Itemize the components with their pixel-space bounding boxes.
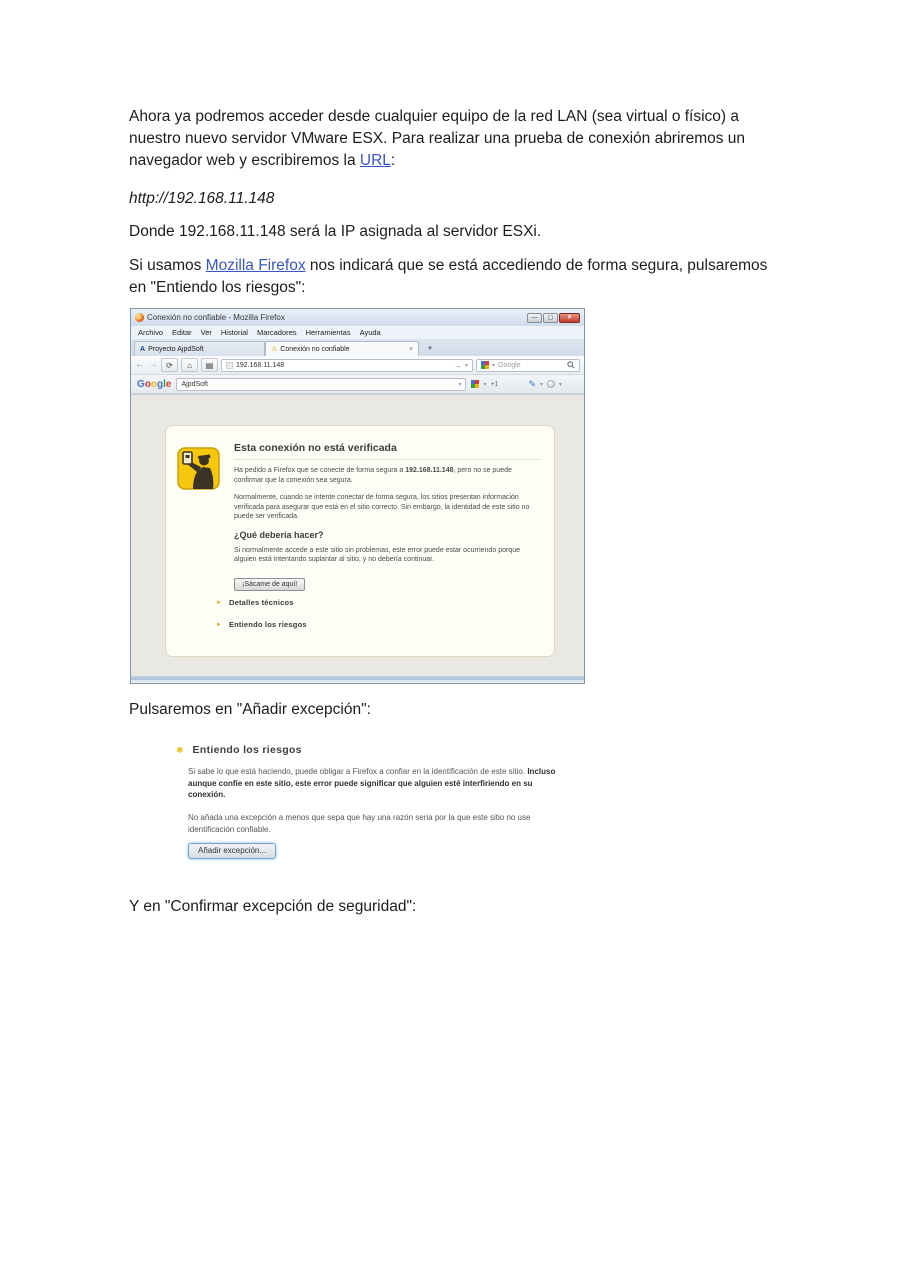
autofill-pen-icon[interactable]: ✎ xyxy=(528,378,536,389)
google-toolbar-search-value: AjpdSoft xyxy=(181,380,208,388)
menu-ver[interactable]: Ver xyxy=(200,328,212,337)
paragraph-intro-text: Ahora ya podremos acceder desde cualquier equipo de la red LAN (sea virtual o físico) a nuestro nuevo servidor VMware ESX. Para realizar una prueba de conexión abriremos un navegador web y escribiremos la xyxy=(129,108,746,169)
exception-p1-bold: Incluso aunque confíe en este sitio, este error puede significar que alguien esté interfiriendo en su conexión. xyxy=(188,767,556,799)
paragraph-intro-colon: : xyxy=(390,152,396,169)
more-dropdown-icon[interactable]: ▾ xyxy=(559,381,563,388)
exception-section-screenshot xyxy=(176,741,570,869)
expanded-marker-icon: ✱ xyxy=(176,744,184,755)
bookmarks-icon[interactable]: ▤ xyxy=(201,358,218,372)
paragraph-intro xyxy=(129,106,781,172)
tab-bar xyxy=(131,339,584,356)
go-arrow-icon[interactable]: → xyxy=(453,360,462,370)
technical-details-expander[interactable] xyxy=(216,598,294,607)
google-toolbar xyxy=(131,375,584,394)
address-url: 192.168.11.148 xyxy=(236,361,285,369)
g-dropdown-icon[interactable]: ▾ xyxy=(483,381,487,388)
menu-editar[interactable]: Editar xyxy=(172,328,192,337)
window-controls xyxy=(527,313,580,323)
reload-icon[interactable]: ⟳ xyxy=(161,358,178,372)
security-policeman-icon xyxy=(177,447,220,490)
titlebar[interactable] xyxy=(131,309,584,326)
p1-after: , pero no se puede confirmar que la conexión sea segura. xyxy=(234,467,512,484)
back-icon[interactable]: ← xyxy=(135,359,145,370)
understand-risks-label: Entiendo los riesgos xyxy=(228,620,307,629)
google-toolbar-search[interactable] xyxy=(176,378,466,391)
understand-risks-expanded[interactable] xyxy=(176,744,302,756)
warning-heading: Esta conexión no está verificada xyxy=(234,442,540,460)
window-title: Conexión no confiable - Mozilla Firefox xyxy=(147,313,285,322)
mozilla-firefox-link[interactable]: Mozilla Firefox xyxy=(205,257,306,274)
p1-ip-bold: 192.168.11.148 xyxy=(405,467,454,474)
warning-text-column xyxy=(234,442,540,591)
menu-bar xyxy=(131,326,584,339)
firefox-icon xyxy=(135,313,144,322)
warning-favicon-icon: ⚠ xyxy=(271,345,278,353)
new-tab-button[interactable]: + xyxy=(427,343,433,353)
warning-paragraph-1 xyxy=(234,466,540,485)
menu-ayuda[interactable]: Ayuda xyxy=(359,328,381,337)
toolbar-search-dropdown-icon[interactable]: ▾ xyxy=(458,381,462,388)
forward-icon[interactable]: → xyxy=(148,359,158,370)
exception-paragraph-1 xyxy=(188,766,570,801)
untrusted-connection-panel xyxy=(165,425,555,657)
signin-sphere-icon[interactable] xyxy=(547,380,555,388)
understand-risks-heading: Entiendo los riesgos xyxy=(192,744,302,756)
paragraph-firefox xyxy=(129,255,781,299)
paragraph-add-exception: Pulsaremos en "Añadir excepción": xyxy=(129,701,371,718)
tab-conexion-no-confiable[interactable] xyxy=(265,341,419,356)
search-placeholder: Google xyxy=(498,361,521,369)
paragraph-firefox-before: Si usamos xyxy=(129,257,206,274)
tab-label: Conexión no confiable xyxy=(280,345,350,353)
ajpdsoft-favicon: A xyxy=(140,345,146,353)
address-dropdown-icon[interactable]: ▾ xyxy=(464,362,468,369)
google-g-icon[interactable] xyxy=(471,380,479,388)
close-button[interactable]: × xyxy=(559,313,580,323)
url-line: http://192.168.11.148 xyxy=(129,190,275,207)
search-magnifier-icon[interactable] xyxy=(567,361,575,369)
pen-dropdown-icon[interactable]: ▾ xyxy=(540,381,544,388)
url-link[interactable]: URL xyxy=(359,152,391,169)
google-logo: Google xyxy=(137,378,172,390)
search-bar[interactable] xyxy=(476,359,580,372)
expander-arrow-icon: ► xyxy=(216,599,222,606)
engine-dropdown-icon[interactable]: ▾ xyxy=(492,362,496,369)
menu-historial[interactable]: Historial xyxy=(220,328,248,337)
navigation-toolbar xyxy=(131,356,584,375)
exception-paragraph-2: No añada una excepción a menos que sepa que hay una razón seria por la que este sitio no use identificación confiable. xyxy=(188,813,531,834)
technical-details-label: Detalles técnicos xyxy=(228,598,294,607)
expander-arrow-icon: ► xyxy=(216,621,222,628)
understand-risks-expander[interactable] xyxy=(216,620,307,629)
menu-herramientas[interactable]: Herramientas xyxy=(305,328,351,337)
google-engine-icon xyxy=(481,361,489,369)
site-favicon-placeholder xyxy=(226,362,233,369)
warning-paragraph-2: Normalmente, cuando se intente conectar de forma segura, los sitios presentan información verificada para asegurar que está en el sitio correcto. Sin embargo, la identidad de este sitio no puede ser verificada. xyxy=(234,494,530,520)
tab-close-icon[interactable]: × xyxy=(408,345,413,353)
warning-paragraph-3: Si normalmente accede a este sitio sin problemas, este error puede estar ocurriendo porque alguien está intentando suplantar al sitio, y no debería continuar. xyxy=(234,546,520,563)
minimize-button[interactable]: — xyxy=(527,313,542,323)
paragraph-ip: Donde 192.168.11.148 será la IP asignada al servidor ESXi. xyxy=(129,223,542,240)
add-exception-button[interactable]: Añadir excepción... xyxy=(188,843,276,859)
what-should-i-do-heading: ¿Qué debería hacer? xyxy=(234,529,324,540)
maximize-button[interactable]: ▢ xyxy=(543,313,558,323)
tab-label: Proyecto AjpdSoft xyxy=(148,345,204,353)
exception-p1-normal: Si sabe lo que está haciendo, puede obligar a Firefox a confiar en la identificación de este sitio. xyxy=(188,767,528,776)
google-toolbar-icons xyxy=(471,379,562,390)
menu-marcadores[interactable]: Marcadores xyxy=(256,328,297,337)
window-frame-bottom xyxy=(131,676,584,680)
p1-before: Ha pedido a Firefox que se conecte de forma segura a xyxy=(234,467,406,474)
share-icon[interactable]: +1 xyxy=(490,380,499,388)
paragraph-firefox-after: nos indicará que se está accediendo de forma segura, pulsaremos en "Entiendo los riesgos": xyxy=(129,257,768,296)
address-bar[interactable] xyxy=(221,359,473,372)
tab-proyecto-ajpdsoft[interactable] xyxy=(134,341,265,356)
firefox-window xyxy=(130,308,585,684)
paragraph-confirm: Y en "Confirmar excepción de seguridad": xyxy=(129,898,417,915)
menu-archivo[interactable]: Archivo xyxy=(138,328,164,337)
browser-viewport xyxy=(131,394,584,676)
home-icon[interactable]: ⌂ xyxy=(181,358,198,372)
get-me-out-button[interactable]: ¡Sácame de aquí! xyxy=(234,578,305,591)
